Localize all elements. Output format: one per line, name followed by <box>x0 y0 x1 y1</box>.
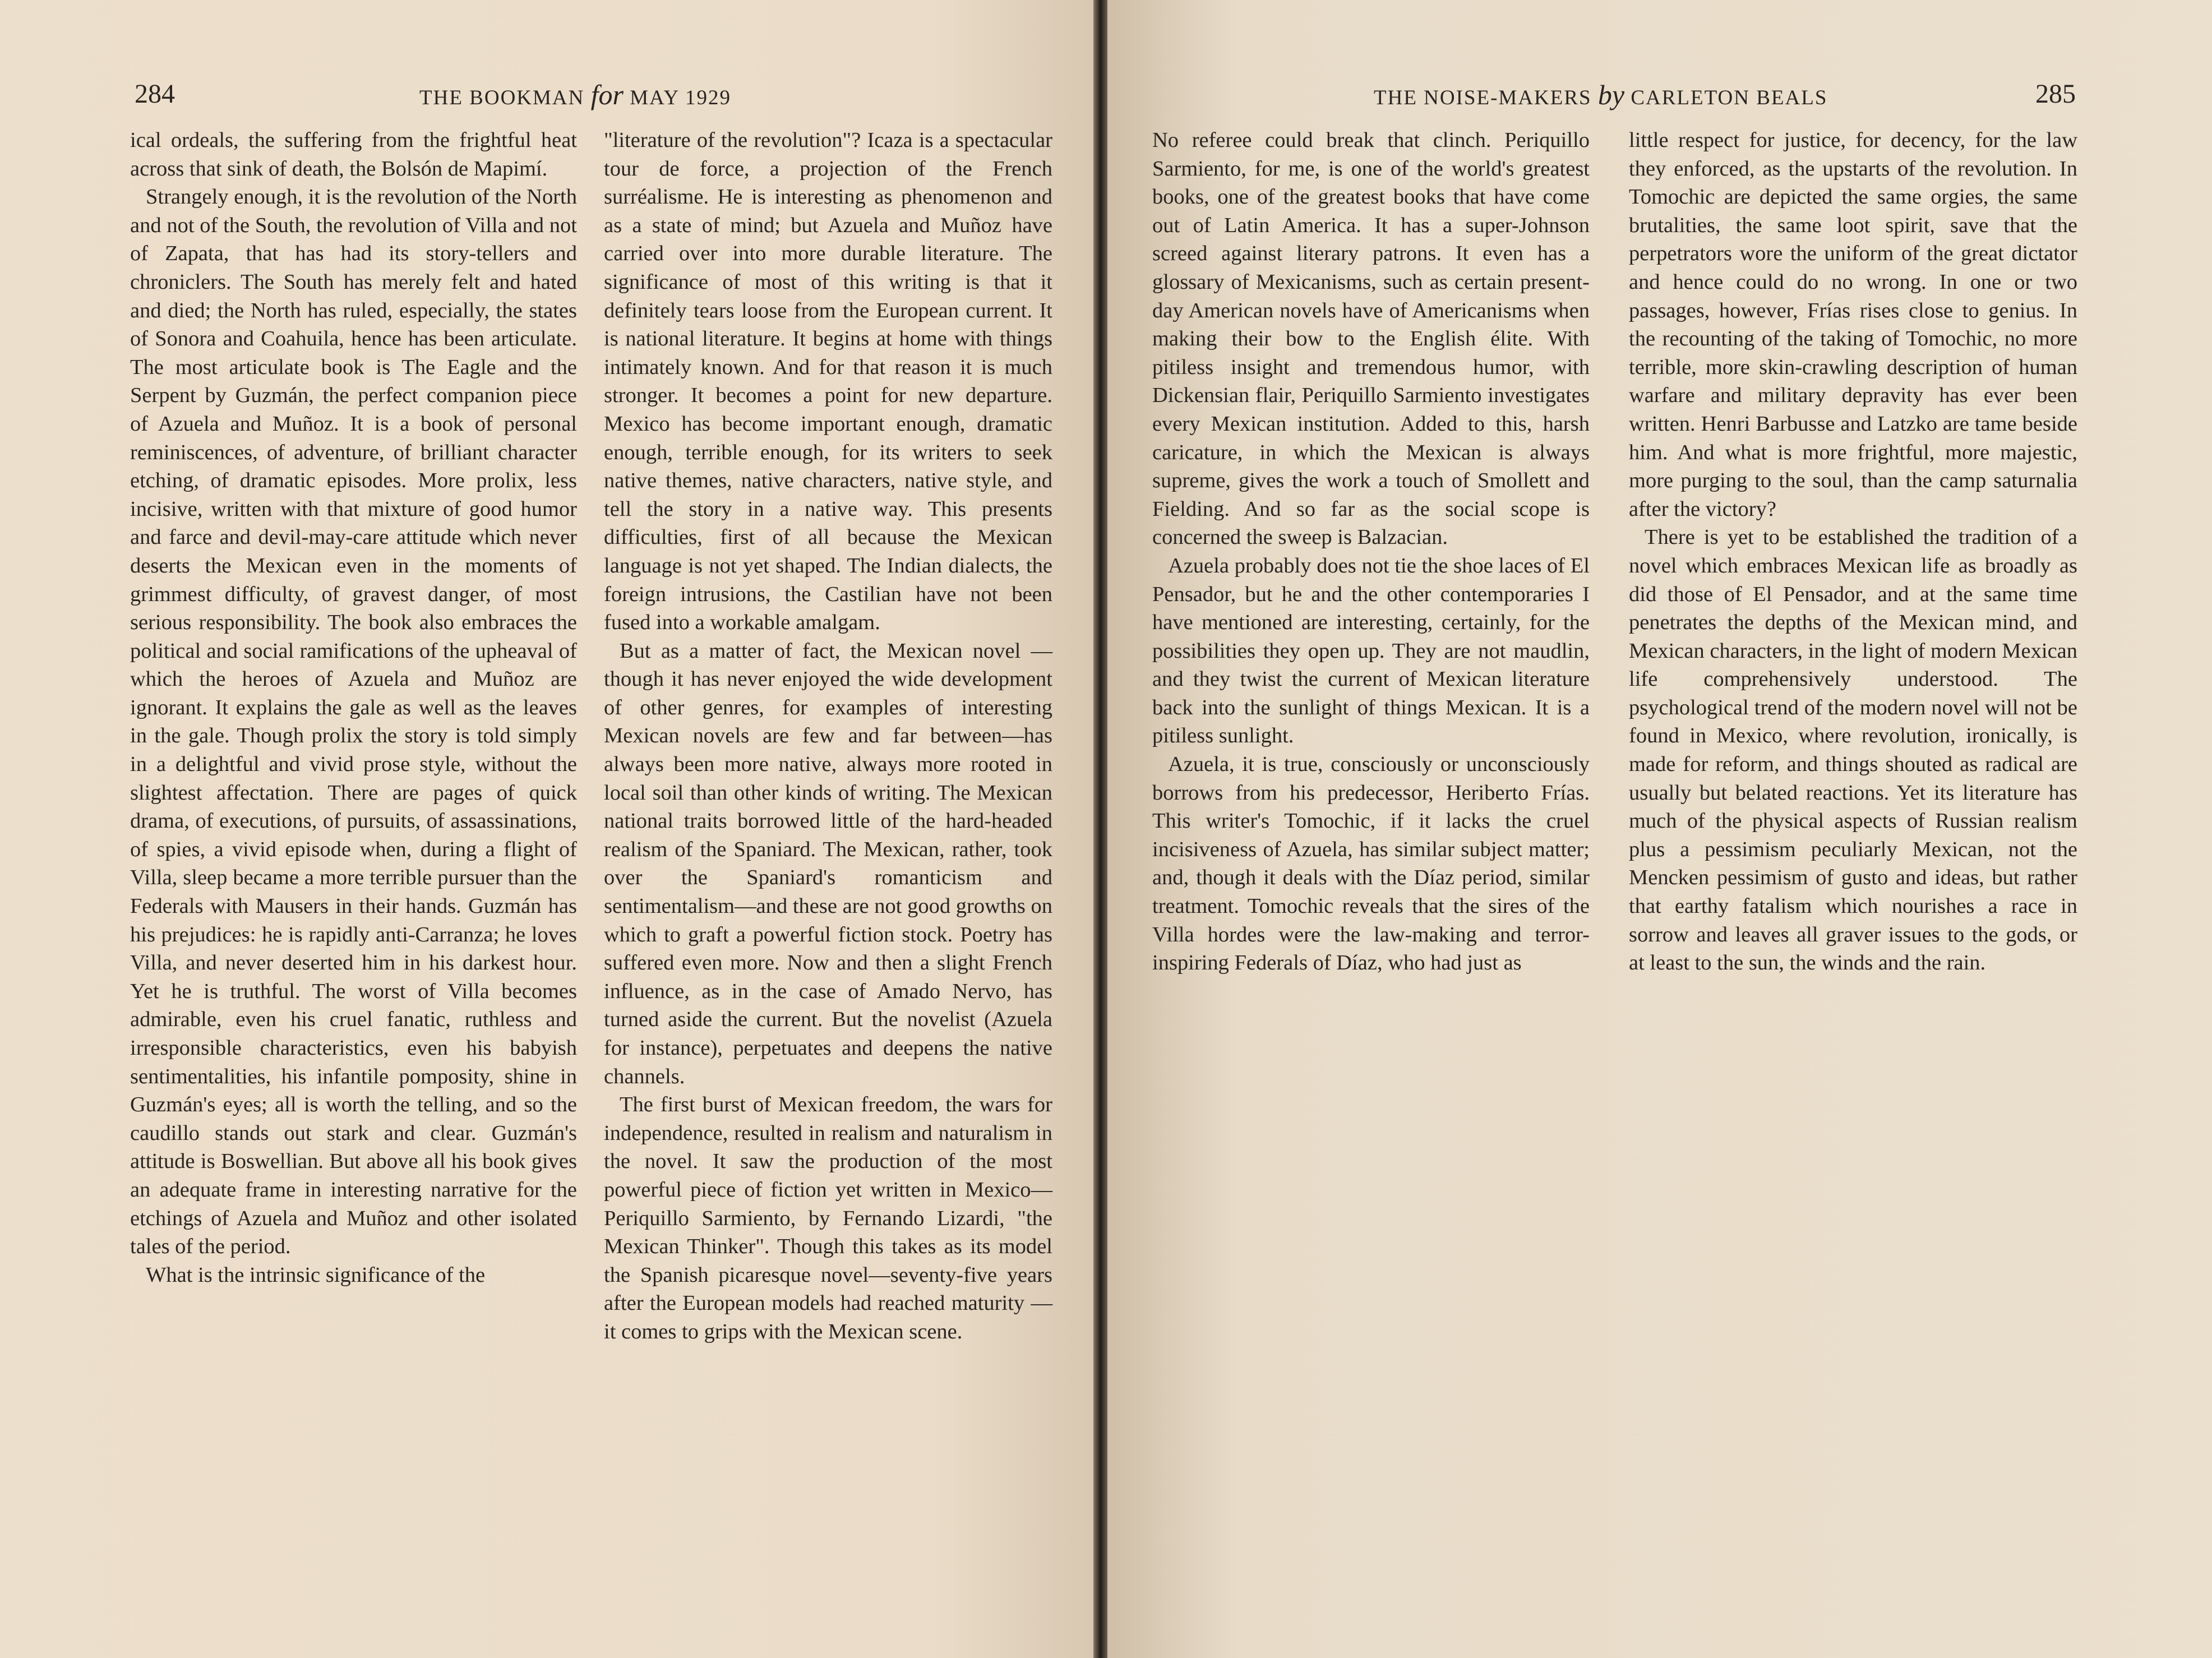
page-number-right: 285 <box>2035 79 2076 109</box>
running-head-right-pre: THE NOISE-MAKERS <box>1374 86 1592 109</box>
paragraph: The first burst of Mexican freedom, the wars for independence, resulted in realism and naturalism in the novel. It saw the production of the most powerful piece of fiction yet written in Mexico—Periquillo Sarmiento, by Fernando Lizardi, "the Mexican Thinker". Though this takes as its model the Spanish picaresque novel—seventy-five years after the European models had reached maturity —it comes to grips with the Mexican scene. <box>604 1093 1052 1343</box>
running-head-left <box>419 78 731 123</box>
right-page-column-2 <box>1629 126 2077 977</box>
right-page-column-1 <box>1152 126 1590 977</box>
paragraph: Azuela probably does not tie the shoe laces of El Pensador, but he and the other contemporaries I have mentioned are interesting, certainly, for the possibilities they open up. They are not maudlin, and they twist the current of Mexican literature back into the sunlight of things Mexican. It is a pitiless sunlight. <box>1152 553 1590 748</box>
paragraph: No referee could break that clinch. Periquillo Sarmiento, for me, is one of the world's greatest books, one of the greatest books that have come out of Latin America. It has a super-Johnson screed against literary patrons. It even has a glossary of Mexicanisms, such as certain present-day American novels have of Americanisms when making their bow to the English élite. With pitiless insight and tremendous humor, with Dickensian flair, Periquillo Sarmiento investigates every Mexican institution. Added to this, harsh caricature, in which the Mexican is always supreme, gives the work a touch of Smollett and Fielding. And so far as the social scope is concerned the sweep is Balzacian. <box>1152 128 1590 549</box>
left-page-column-2 <box>604 126 1052 1346</box>
paragraph: "literature of the revolution"? Icaza is a spectacular tour de force, a projection of the French surréalisme. He is interesting as phenomenon and as a state of mind; but Azuela and Muñoz have carried over into more durable literature. The significance of most of this writing is that it definitely tears loose from the European current. It is national literature. It begins at home with things intimately known. And for that reason it is much stronger. It becomes a point for new departure. Mexico has become important enough, dramatic enough, terrible enough, for its writers to seek native themes, native characters, native style, and tell the story in a native way. This presents difficulties, first of all because the Mexican language is not yet shaped. The Indian dialects, the foreign intrusions, the Castilian have not been fused into a workable amalgam. <box>604 128 1052 635</box>
book-gutter <box>1093 0 1107 1658</box>
paragraph: But as a matter of fact, the Mexican novel —though it has never enjoyed the wide development of other genres, for examples of interesting Mexican novels are few and far between—has always been more native, always more rooted in local soil than other kinds of writing. The Mexican national traits borrowed little of the hard-headed realism of the Spaniard. The Mexican, rather, took over the Spaniard's romanticism and sentimentalism—and these are not good growths on which to graft a powerful fiction stock. Poetry has suffered even more. Now and then a slight French influence, as in the case of Amado Nervo, has turned aside the current. But the novelist (Azuela for instance), perpetuates and deepens the native channels. <box>604 639 1052 1088</box>
running-head-right <box>1374 78 1827 123</box>
paragraph: What is the intrinsic significance of the <box>146 1263 486 1287</box>
running-head-right-italic: by <box>1597 79 1625 110</box>
left-page <box>0 0 1093 1658</box>
right-page <box>1107 0 2212 1658</box>
paragraph: little respect for justice, for decency, for the law they enforced, as the upstarts of the revolution. In Tomochic are depicted the same orgies, the same brutalities, the same loot spirit, save that the perpetrators wore the uniform of the great dictator and hence could do no wrong. In one or two passages, however, Frías rises close to genius. In the recounting of the taking of Tomochic, no more terrible, more skin-crawling description of human warfare and military depravity has ever been written. Henri Barbusse and Latzko are tame beside him. And what is more frightful, more majestic, more purging to the soul, than the camp saturnalia after the victory? <box>1629 128 2077 521</box>
running-head-right-post: CARLETON BEALS <box>1631 86 1828 109</box>
running-head-left-pre: THE BOOKMAN <box>419 86 585 109</box>
paragraph: Strangely enough, it is the revolution of the North and not of the South, the revolution of Villa and not of Zapata, that has had its story-tellers and chroniclers. The South has merely felt and hated and died; the North has ruled, especially, the states of Sonora and Coahuila, hence has been articulate. The most articulate book is The Eagle and the Serpent by Guzmán, the perfect companion piece of Azuela and Muñoz. It is a book of personal reminiscences, of adventure, of brilliant character etching, of dramatic episodes. More prolix, less incisive, written with that mixture of good humor and farce and devil-may-care attitude which never deserts the Mexican even in the moments of grimmest difficulty, of gravest danger, of most serious responsibility. The book also embraces the political and social ramifications of the upheaval of which the heroes of Azuela and Muñoz are ignorant. It explains the gale as well as the leaves in the gale. Though prolix the story is told simply in a delightful and vivid prose style, without the slightest affectation. There are pages of quick drama, of executions, of pursuits, of assassinations, of spies, a vivid episode when, during a flight of Villa, sleep became a more terrible pursuer than the Federals with Mausers in their hands. Guzmán has his prejudices: he is rapidly anti-Carranza; he loves Villa, and never deserted him in his darkest hour. Yet he is truthful. The worst of Villa becomes admirable, even his cruel fanatic, ruthless and irresponsible characteristics, even his babyish sentimentalities, his infantile pomposity, shine in Guzmán's eyes; all is worth the telling, and so the caudillo stands out stark and clear. Guzmán's attitude is Boswellian. But above all his book gives an adequate frame in interesting narrative for the etchings of Azuela and Muñoz and other isolated tales of the period. <box>130 185 577 1259</box>
paragraph: ical ordeals, the suffering from the frightful heat across that sink of death, the Bolsón de Mapimí. <box>130 128 577 181</box>
left-page-column-1 <box>130 126 577 1289</box>
paragraph: Azuela, it is true, consciously or unconsciously borrows from his predecessor, Heriberto Frías. This writer's Tomochic, if it lacks the cruel incisiveness of Azuela, has similar subject matter; and, though it deals with the Díaz period, similar treatment. Tomochic reveals that the sires of the Villa hordes were the law-making and terror-inspiring Federals of Díaz, who had just as <box>1152 752 1590 975</box>
paragraph: There is yet to be established the tradition of a novel which embraces Mexican life as broadly as did those of El Pensador, and at the same time penetrates the depths of the Mexican mind, and Mexican characters, in the light of modern Mexican life comprehensively understood. The psychological trend of the modern novel will not be found in Mexico, where revolution, ironically, is made for reform, and things shouted as radical are usually but belated reactions. Yet its literature has much of the physical aspects of Russian realism plus a pessimism peculiarly Mexican, not the Mencken pessimism of gusto and ideas, but rather that earthy fatalism which nourishes a race in sorrow and leaves all graver issues to the gods, or at least to the sun, the winds and the rain. <box>1629 525 2077 975</box>
running-head-left-italic: for <box>590 79 624 110</box>
page-number-left: 284 <box>135 79 175 109</box>
running-head-left-post: MAY 1929 <box>630 86 732 109</box>
